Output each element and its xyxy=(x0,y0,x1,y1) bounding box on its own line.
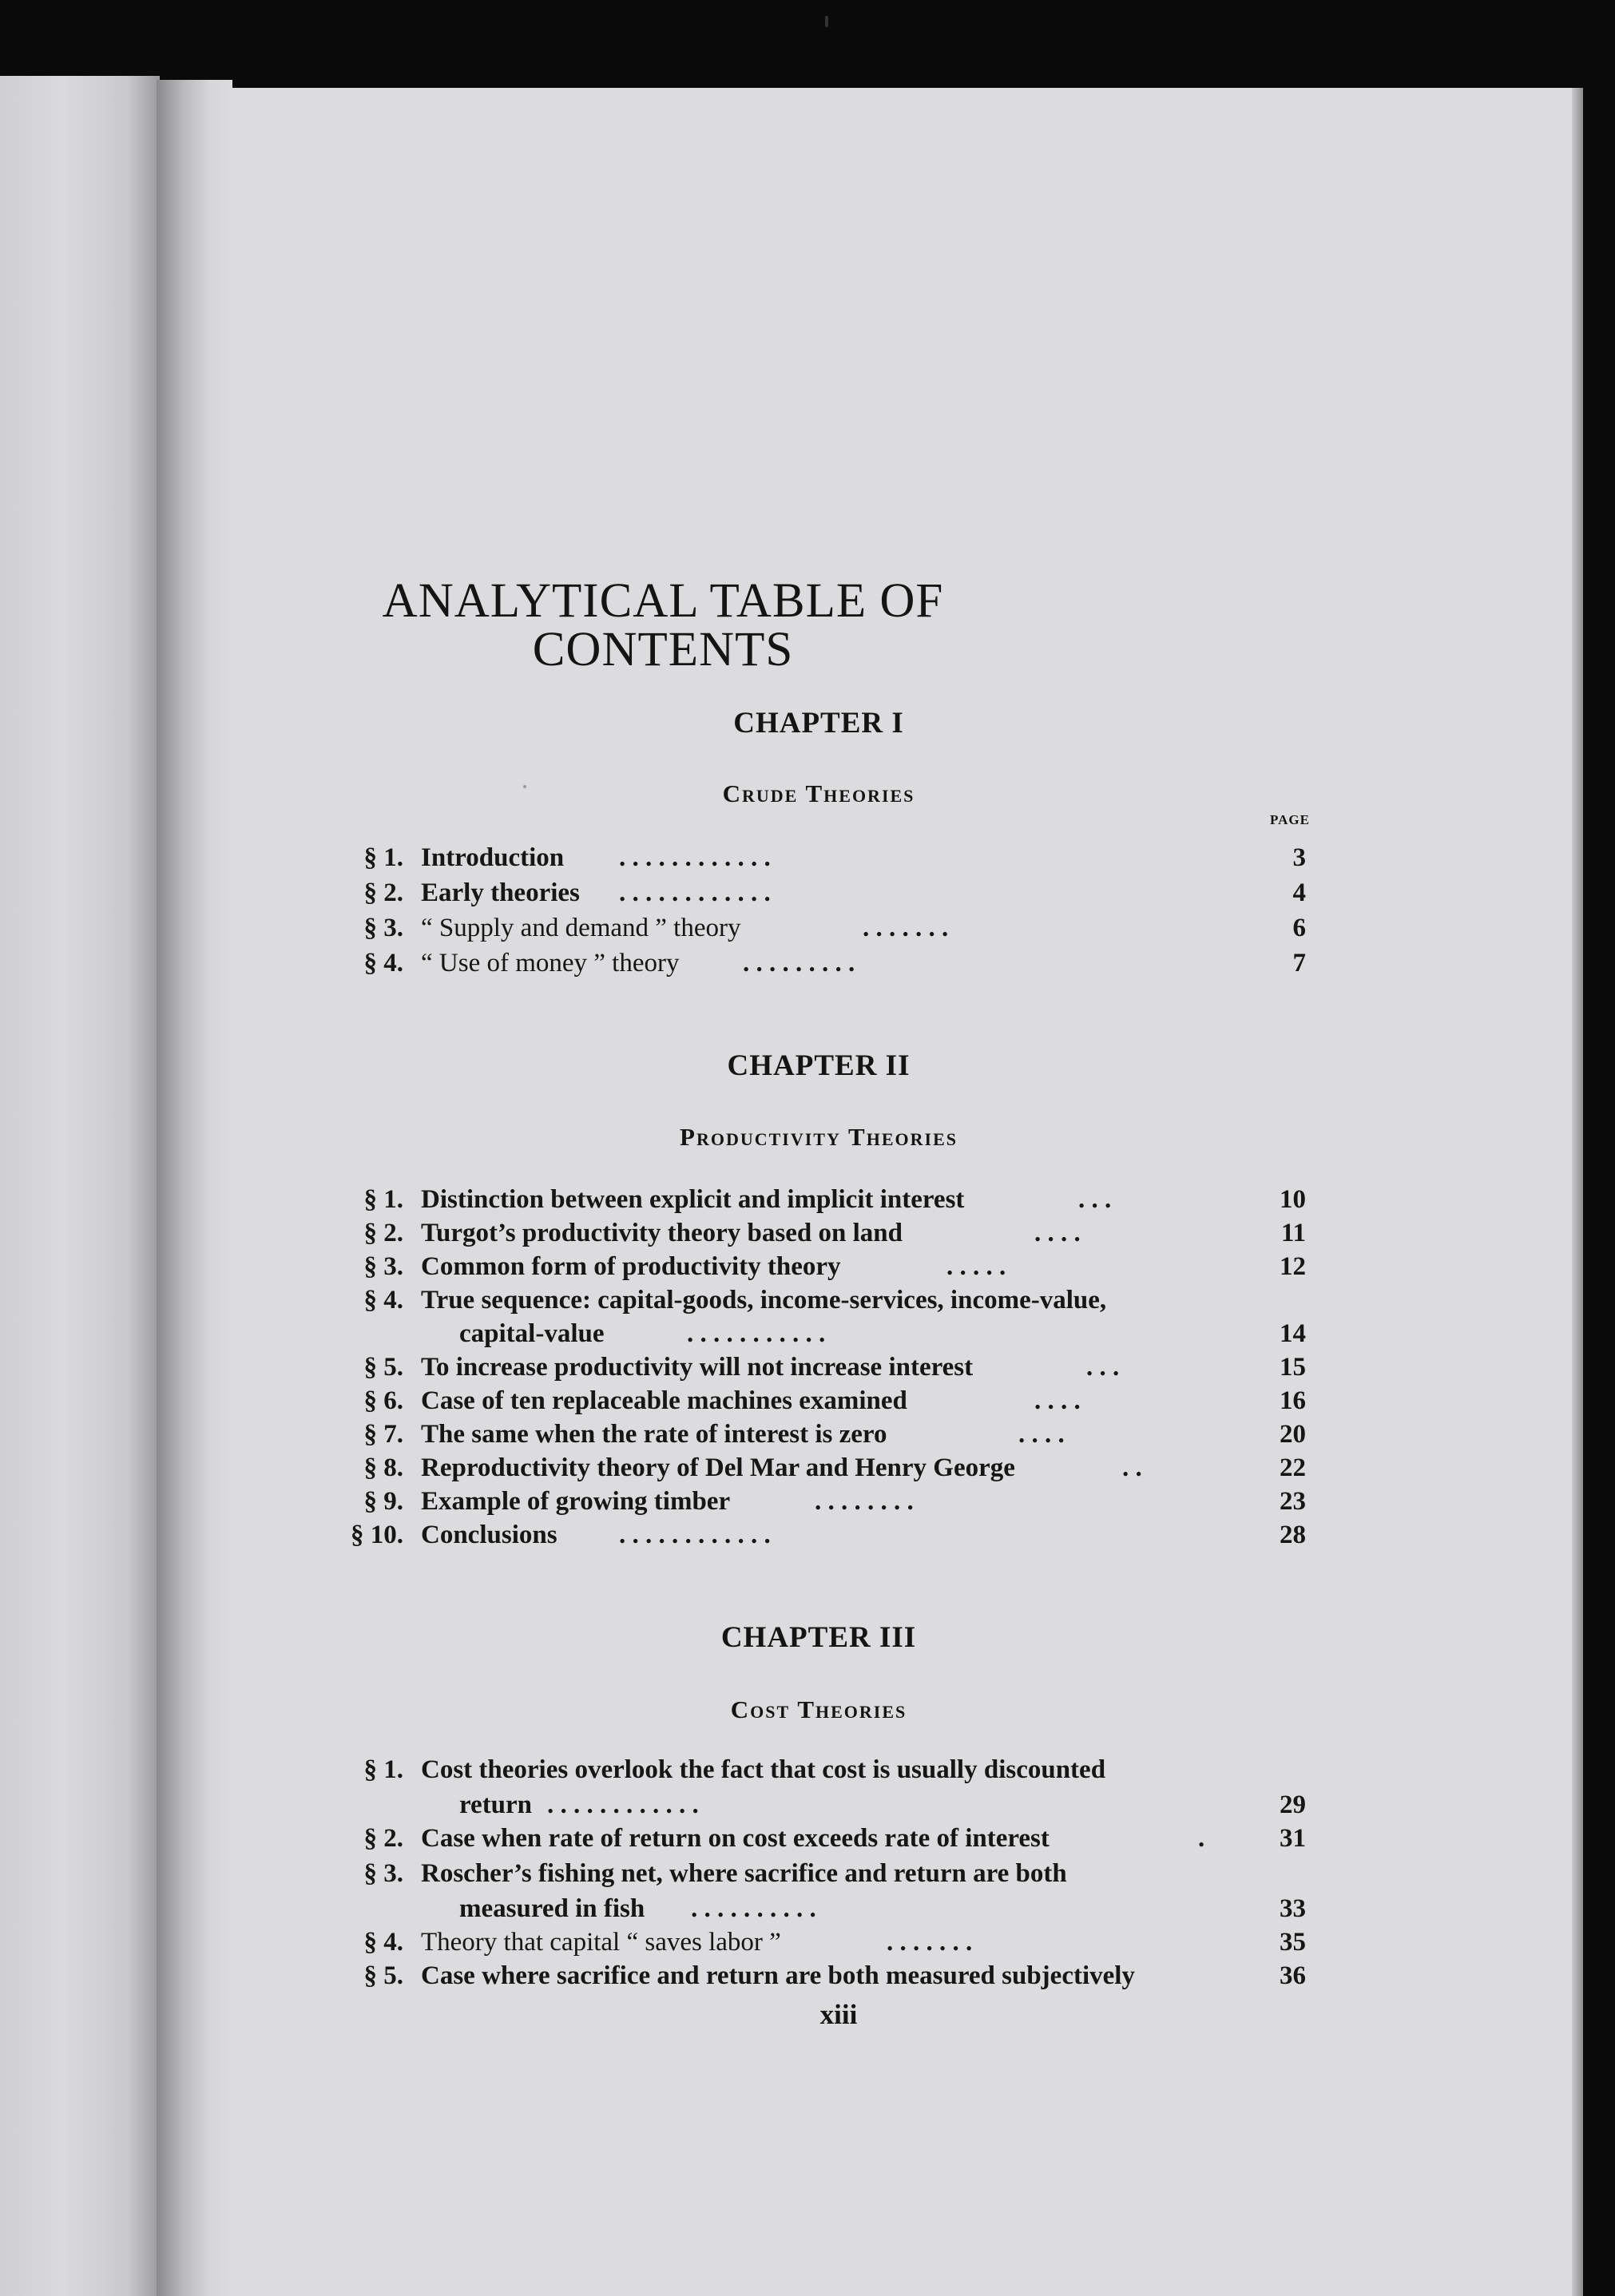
section-number: § 1. xyxy=(363,1185,403,1214)
page-number: 16 xyxy=(1280,1386,1306,1415)
entry-text: To increase productivity will not increase interest xyxy=(421,1353,974,1382)
leader-dots: . . . . . . . . . . . xyxy=(687,1319,826,1348)
scan-speck xyxy=(523,785,526,788)
leader-dots: . . . . xyxy=(1034,1219,1081,1247)
leader-dots: . . . . . . . . . . . . xyxy=(619,878,771,907)
toc-entry xyxy=(335,1963,1306,1995)
toc-entry xyxy=(335,1354,1306,1386)
toc-entry xyxy=(335,1826,1306,1858)
toc-entry xyxy=(335,1187,1306,1219)
page-number: 3 xyxy=(1292,843,1306,872)
entry-text: “ Supply and demand ” theory xyxy=(421,914,741,942)
section-number: § 1. xyxy=(363,843,403,872)
leader-dots: . . . . . . . . . . . . xyxy=(619,843,771,872)
page-number: 4 xyxy=(1292,878,1306,907)
page-folio: xiii xyxy=(819,1999,858,2030)
page-number: 14 xyxy=(1280,1319,1306,1348)
page-number: 7 xyxy=(1292,949,1306,977)
section-number: § 10. xyxy=(351,1521,403,1549)
toc-entry xyxy=(335,1757,1306,1824)
chapter-subtitle: Crude Theories xyxy=(722,779,915,807)
leader-dots: . . . . . . . . . . . . xyxy=(547,1790,699,1819)
page-number: 33 xyxy=(1280,1894,1306,1923)
page-number: 12 xyxy=(1280,1252,1306,1281)
section-number: § 3. xyxy=(363,1252,403,1281)
entry-text: Early theories xyxy=(421,878,580,907)
toc-entry xyxy=(335,1455,1306,1487)
page-number: 28 xyxy=(1280,1521,1306,1549)
section-number: § 4. xyxy=(363,949,403,977)
leader-dots: . . xyxy=(1122,1453,1142,1482)
section-number: § 8. xyxy=(363,1453,403,1482)
entry-text: Common form of productivity theory xyxy=(421,1252,841,1281)
page-number: 10 xyxy=(1280,1185,1306,1214)
entry-text: Introduction xyxy=(421,843,565,872)
entry-text: The same when the rate of interest is zero xyxy=(421,1420,887,1449)
entry-text: Distinction between explicit and implicit interest xyxy=(421,1185,965,1214)
scan-speck xyxy=(825,16,828,27)
page-number: 22 xyxy=(1280,1453,1306,1482)
section-number: § 3. xyxy=(363,914,403,942)
page-number: 20 xyxy=(1280,1420,1306,1449)
leader-dots: . . . . . . . . . . xyxy=(691,1894,816,1923)
leader-dots: . . . . xyxy=(1034,1386,1081,1415)
toc-entry xyxy=(335,950,1306,982)
section-number: § 9. xyxy=(363,1487,403,1516)
section-number: § 2. xyxy=(363,878,403,907)
toc-entry xyxy=(335,1287,1306,1354)
page-number: 35 xyxy=(1280,1928,1306,1957)
chapter-subtitle: Cost Theories xyxy=(730,1695,907,1723)
page-number: 31 xyxy=(1280,1824,1306,1853)
leader-dots: . . . . xyxy=(1018,1420,1065,1449)
section-number: § 3. xyxy=(363,1859,403,1888)
leader-dots: . xyxy=(1198,1824,1205,1853)
leader-dots: . . . xyxy=(1086,1353,1120,1382)
toc-entry xyxy=(335,1220,1306,1252)
page-number: 6 xyxy=(1292,914,1306,942)
chapter-heading: CHAPTER I xyxy=(733,707,904,740)
toc-entry xyxy=(335,1929,1306,1961)
section-number: § 2. xyxy=(363,1219,403,1247)
toc-entry xyxy=(335,1861,1306,1928)
leader-dots: . . . . . . . . . . . . xyxy=(619,1521,771,1549)
toc-entry xyxy=(335,845,1306,877)
entry-text: Case of ten replaceable machines examined xyxy=(421,1386,907,1415)
toc-entry xyxy=(335,1522,1306,1554)
section-number: § 4. xyxy=(363,1286,403,1315)
toc-entry xyxy=(335,915,1306,947)
page-number: 23 xyxy=(1280,1487,1306,1516)
entry-text: Theory that capital “ saves labor ” xyxy=(421,1928,781,1957)
chapter-subtitle: Productivity Theories xyxy=(680,1123,958,1151)
entry-text: Case when rate of return on cost exceeds rate of interest xyxy=(421,1824,1050,1853)
entry-text: Turgot’s productivity theory based on land xyxy=(421,1219,903,1247)
chapter-heading: CHAPTER II xyxy=(727,1049,911,1082)
section-number: § 1. xyxy=(363,1755,403,1784)
page-title: ANALYTICAL TABLE OF CONTENTS xyxy=(382,574,944,676)
leader-dots: . . . xyxy=(1078,1185,1112,1214)
leader-dots: . . . . . . . xyxy=(887,1928,973,1957)
toc-entry xyxy=(335,880,1306,912)
entry-text-continuation: measured in fish xyxy=(459,1894,645,1923)
section-number: § 6. xyxy=(363,1386,403,1415)
entry-text: True sequence: capital-goods, income-services, income-value, xyxy=(421,1286,1107,1315)
entry-text: Cost theories overlook the fact that cost is usually discounted xyxy=(421,1755,1106,1784)
section-number: § 2. xyxy=(363,1824,403,1853)
entry-text-continuation: return xyxy=(459,1790,533,1819)
page-number: 29 xyxy=(1280,1790,1306,1819)
leader-dots: . . . . . . . xyxy=(863,914,949,942)
section-number: § 7. xyxy=(363,1420,403,1449)
page-column-label: PAGE xyxy=(1270,812,1310,827)
entry-text: Case where sacrifice and return are both measured subjectively xyxy=(421,1961,1135,1990)
leader-dots: . . . . . xyxy=(946,1252,1006,1281)
toc-entry xyxy=(335,1489,1306,1521)
entry-text: Example of growing timber xyxy=(421,1487,731,1516)
entry-text: Roscher’s fishing net, where sacrifice and return are both xyxy=(421,1859,1067,1888)
toc-entry xyxy=(335,1422,1306,1453)
leader-dots: . . . . . . . . . xyxy=(743,949,855,977)
entry-text: Reproductivity theory of Del Mar and Henry George xyxy=(421,1453,1015,1482)
leader-dots: . . . . . . . . xyxy=(815,1487,914,1516)
section-number: § 4. xyxy=(363,1928,403,1957)
toc-entry xyxy=(335,1254,1306,1286)
chapter-heading: CHAPTER III xyxy=(720,1621,917,1654)
toc-entry xyxy=(335,1388,1306,1420)
entry-text-continuation: capital-value xyxy=(459,1319,605,1348)
section-number: § 5. xyxy=(363,1353,403,1382)
entry-text: Conclusions xyxy=(421,1521,558,1549)
page-number: 11 xyxy=(1280,1219,1306,1247)
entry-text: “ Use of money ” theory xyxy=(421,949,680,977)
page-number: 15 xyxy=(1280,1353,1306,1382)
page-number: 36 xyxy=(1280,1961,1306,1990)
section-number: § 5. xyxy=(363,1961,403,1990)
